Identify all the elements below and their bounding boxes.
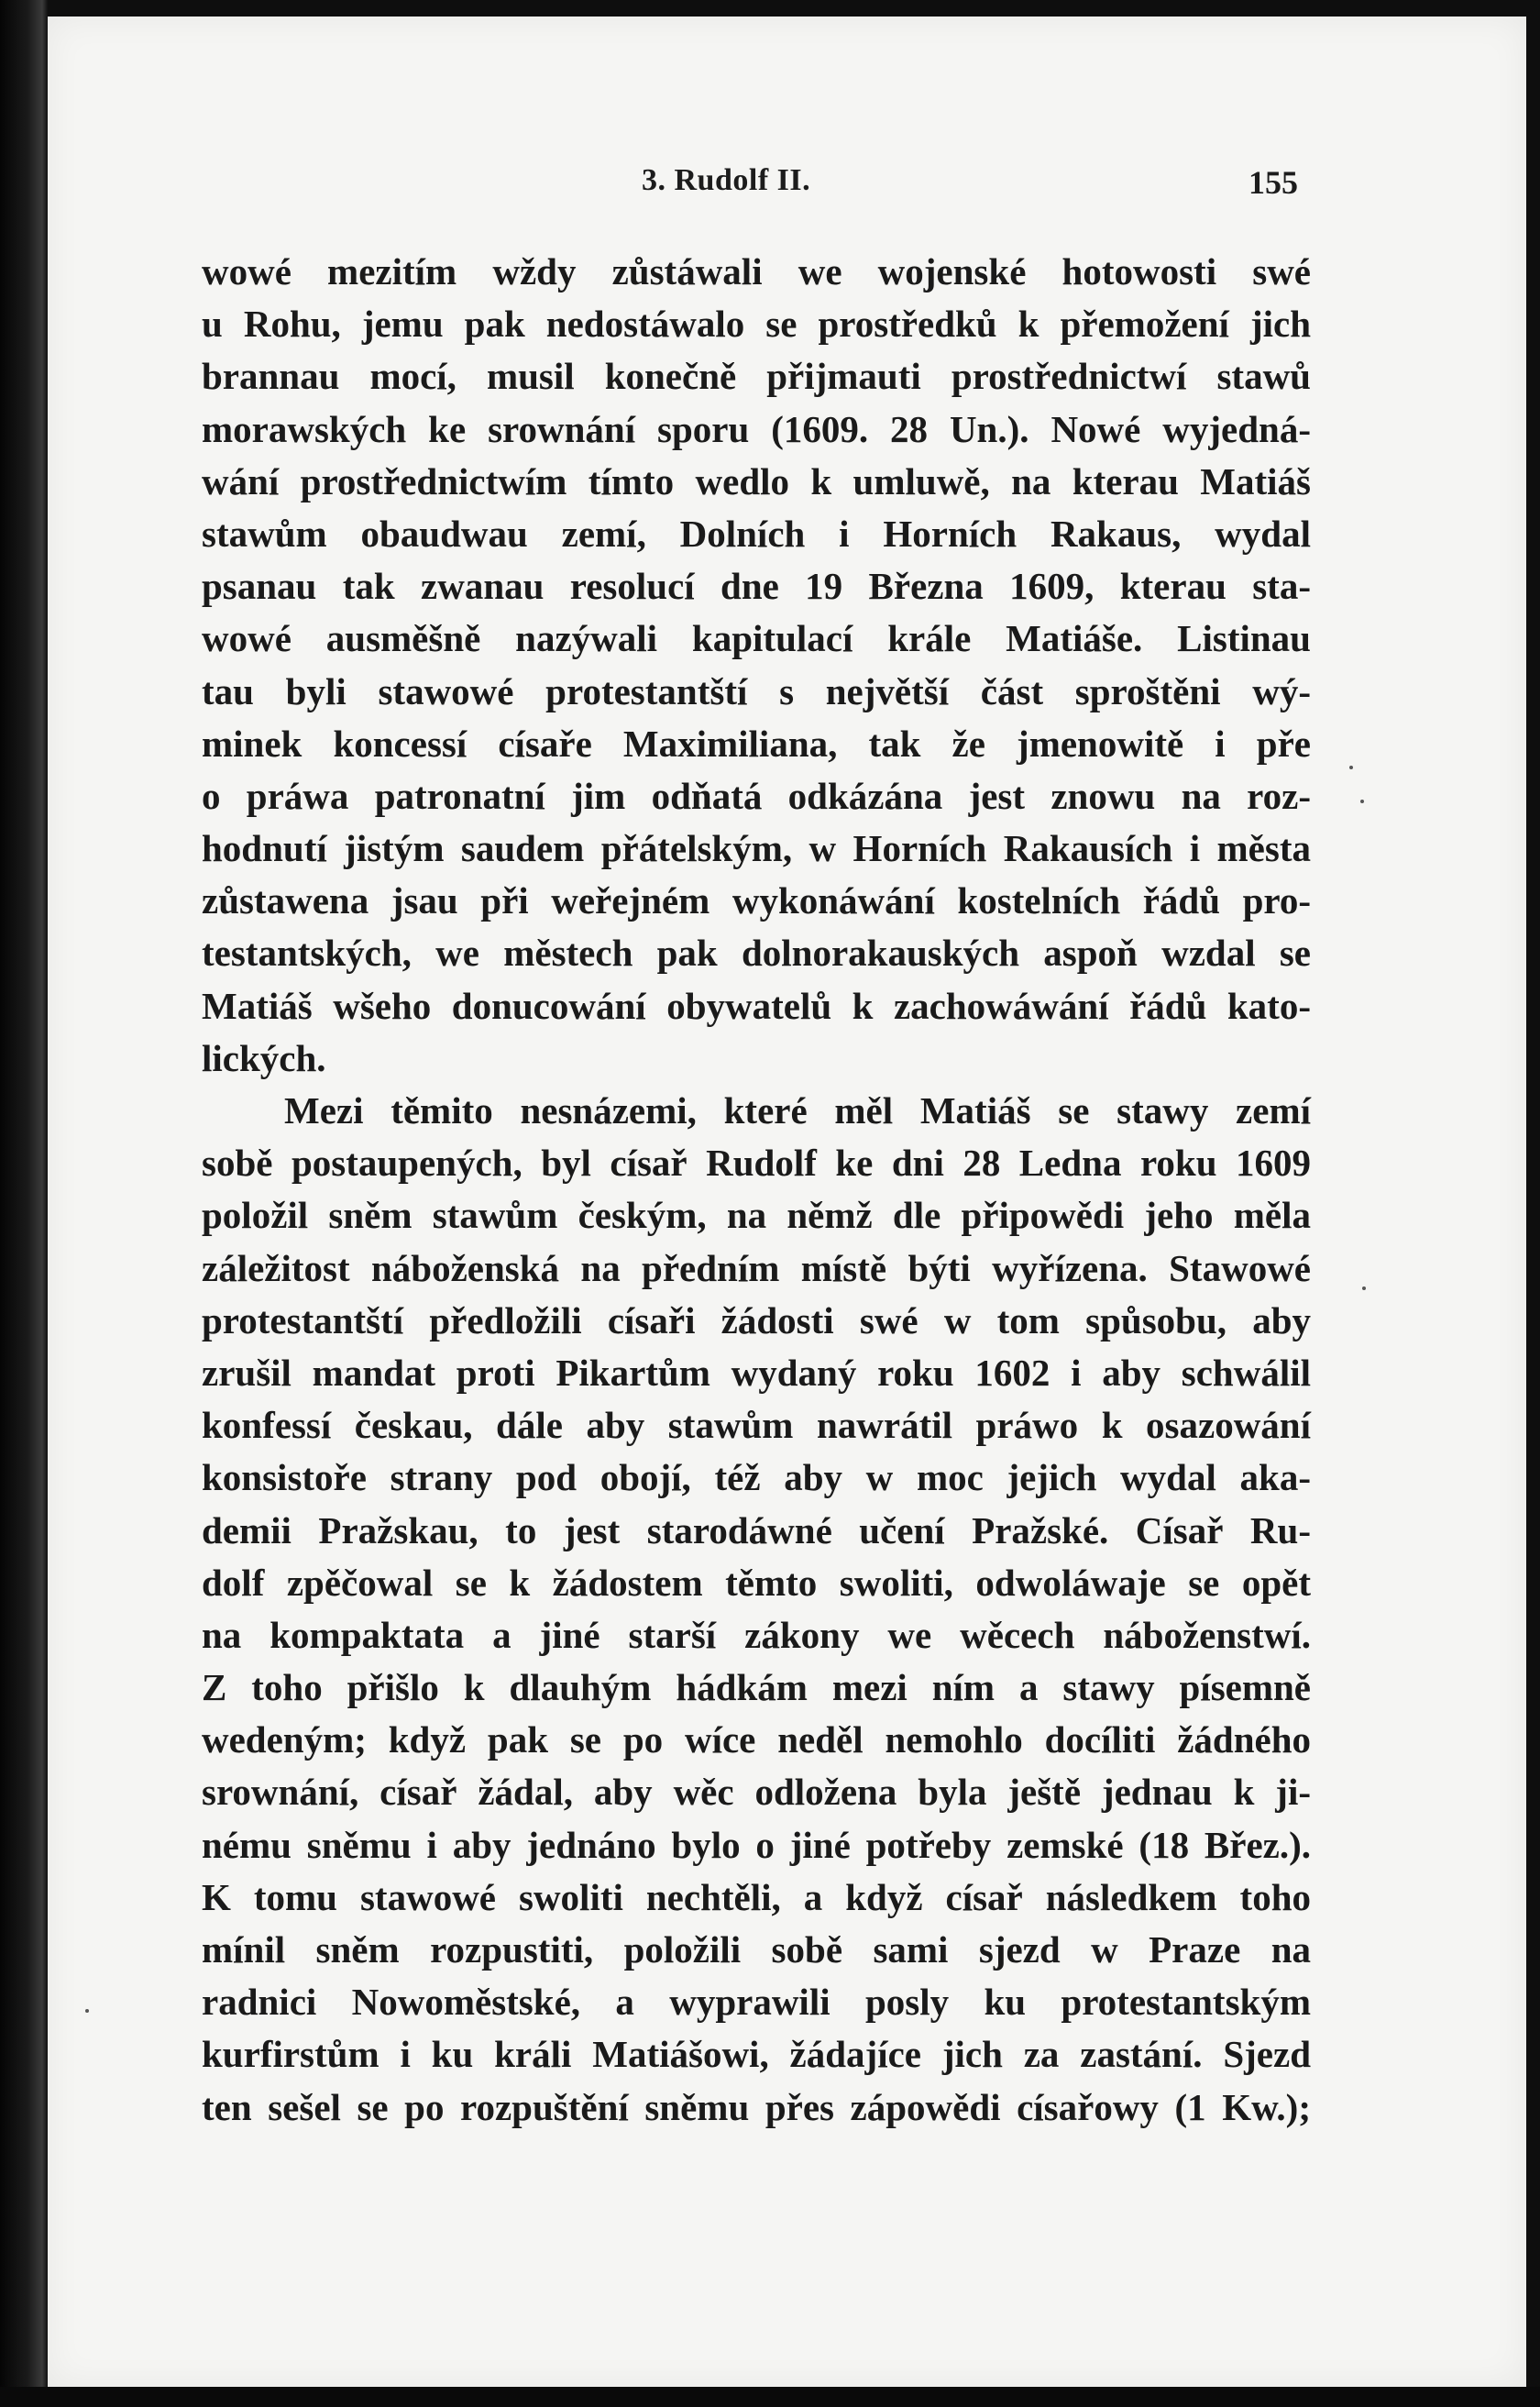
text-line: na kompaktata a jiné starší zákony we wěcech náboženstwí.: [202, 1613, 1311, 1656]
text-line: záležitost náboženská na předním místě býti wyřízena. Stawowé: [202, 1246, 1311, 1289]
scan-speck: [85, 2009, 89, 2013]
text-line: ten sešel se po rozpuštění sněmu přes zápowědi císařowy (1 Kw.);: [202, 2085, 1311, 2128]
scan-speck: [1362, 1286, 1366, 1290]
running-head: [0, 147, 1540, 202]
text-line: wedeným; když pak se po wíce neděl nemohlo docíliti žádného: [202, 1718, 1311, 1761]
text-line: testantských, we městech pak dolnorakauských aspoň wzdal se: [202, 932, 1311, 975]
text-line: morawských ke srownání sporu (1609. 28 Un.). Nowé wyjedná-: [202, 407, 1311, 450]
text-line: wowé mezitím wždy zůstáwali we wojenské hotowosti swé: [202, 250, 1311, 293]
text-line: srownání, císař žádal, aby wěc odložena byla ještě jednau k ji-: [202, 1771, 1311, 1814]
scan-speck: [1349, 766, 1353, 769]
text-line: položil sněm stawům českým, na němž dle připowědi jeho měla: [202, 1194, 1311, 1237]
text-line: lických.: [202, 1036, 326, 1079]
text-line: psanau tak zwanau resolucí dne 19 Března 1609, kterau sta-: [202, 565, 1311, 608]
body-text: [202, 246, 1311, 2134]
text-line: Z toho přišlo k dlauhým hádkám mezi ním a stawy písemně: [202, 1666, 1311, 1709]
text-line: wowé ausměšně nazýwali kapitulací krále Matiáše. Listinau: [202, 617, 1311, 660]
text-line: konfessí českau, dále aby stawům nawrátil práwo k osazowání: [202, 1404, 1311, 1447]
text-line: tau byli stawowé protestantští s největší část sproštěni wý-: [202, 669, 1311, 712]
text-line: dolf zpěčowal se k žádostem těmto swoliti, odwoláwaje se opět: [202, 1561, 1311, 1604]
text-line: zrušil mandat proti Pikartům wydaný roku 1602 i aby schwálil: [202, 1351, 1311, 1394]
scan-speck: [1360, 800, 1364, 803]
text-line: minek koncessí císaře Maximiliana, tak že jmenowitě i pře: [202, 722, 1311, 765]
page-number: 155: [1248, 164, 1298, 201]
text-line: Matiáš wšeho donucowání obywatelů k zachowáwání řádů kato-: [202, 984, 1311, 1027]
text-line: radnici Nowoměstské, a wyprawili posly ku protestantským: [202, 1981, 1311, 2024]
text-line: stawům obaudwau zemí, Dolních i Horních Rakaus, wydal: [202, 512, 1311, 555]
text-line: konsistoře strany pod obojí, též aby w moc jejich wydal aka-: [202, 1456, 1311, 1499]
chapter-title: 3. Rudolf II.: [642, 163, 811, 197]
text-line: sobě postaupených, byl císař Rudolf ke dni 28 Ledna roku 1609: [202, 1142, 1311, 1185]
text-line: wání prostřednictwím tímto wedlo k umluwě, na kterau Matiáš: [202, 459, 1311, 502]
scan-left-edge: [0, 0, 48, 2407]
text-line: brannau mocí, musil konečně přijmauti prostřednictwí stawů: [202, 355, 1311, 398]
text-line: demii Pražskau, to jest starodáwné učení Pražské. Císař Ru-: [202, 1508, 1311, 1551]
scan-bottom-edge: [0, 2387, 1540, 2407]
text-line: Mezi těmito nesnázemi, které měl Matiáš se stawy zemí: [284, 1089, 1311, 1132]
text-line: mínil sněm rozpustiti, položili sobě sami sjezd w Praze na: [202, 1928, 1311, 1971]
text-line: u Rohu, jemu pak nedostáwalo se prostředků k přemožení jich: [202, 303, 1311, 346]
text-line: o práwa patronatní jim odňatá odkázána jest znowu na roz-: [202, 774, 1311, 817]
text-line: nému sněmu i aby jednáno bylo o jiné potřeby zemské (18 Břez.).: [202, 1823, 1311, 1866]
text-line: K tomu stawowé swoliti nechtěli, a když císař následkem toho: [202, 1875, 1311, 1918]
text-line: protestantští předložili císaři žádosti swé w tom spůsobu, aby: [202, 1298, 1311, 1342]
text-line: hodnutí jistým saudem přátelským, w Horních Rakausích i města: [202, 827, 1311, 870]
text-line: kurfirstům i ku králi Matiášowi, žádajíce jich za zastání. Sjezd: [202, 2033, 1311, 2076]
text-line: zůstawena jsau při weřejném wykonáwání kostelních řádů pro-: [202, 879, 1311, 922]
